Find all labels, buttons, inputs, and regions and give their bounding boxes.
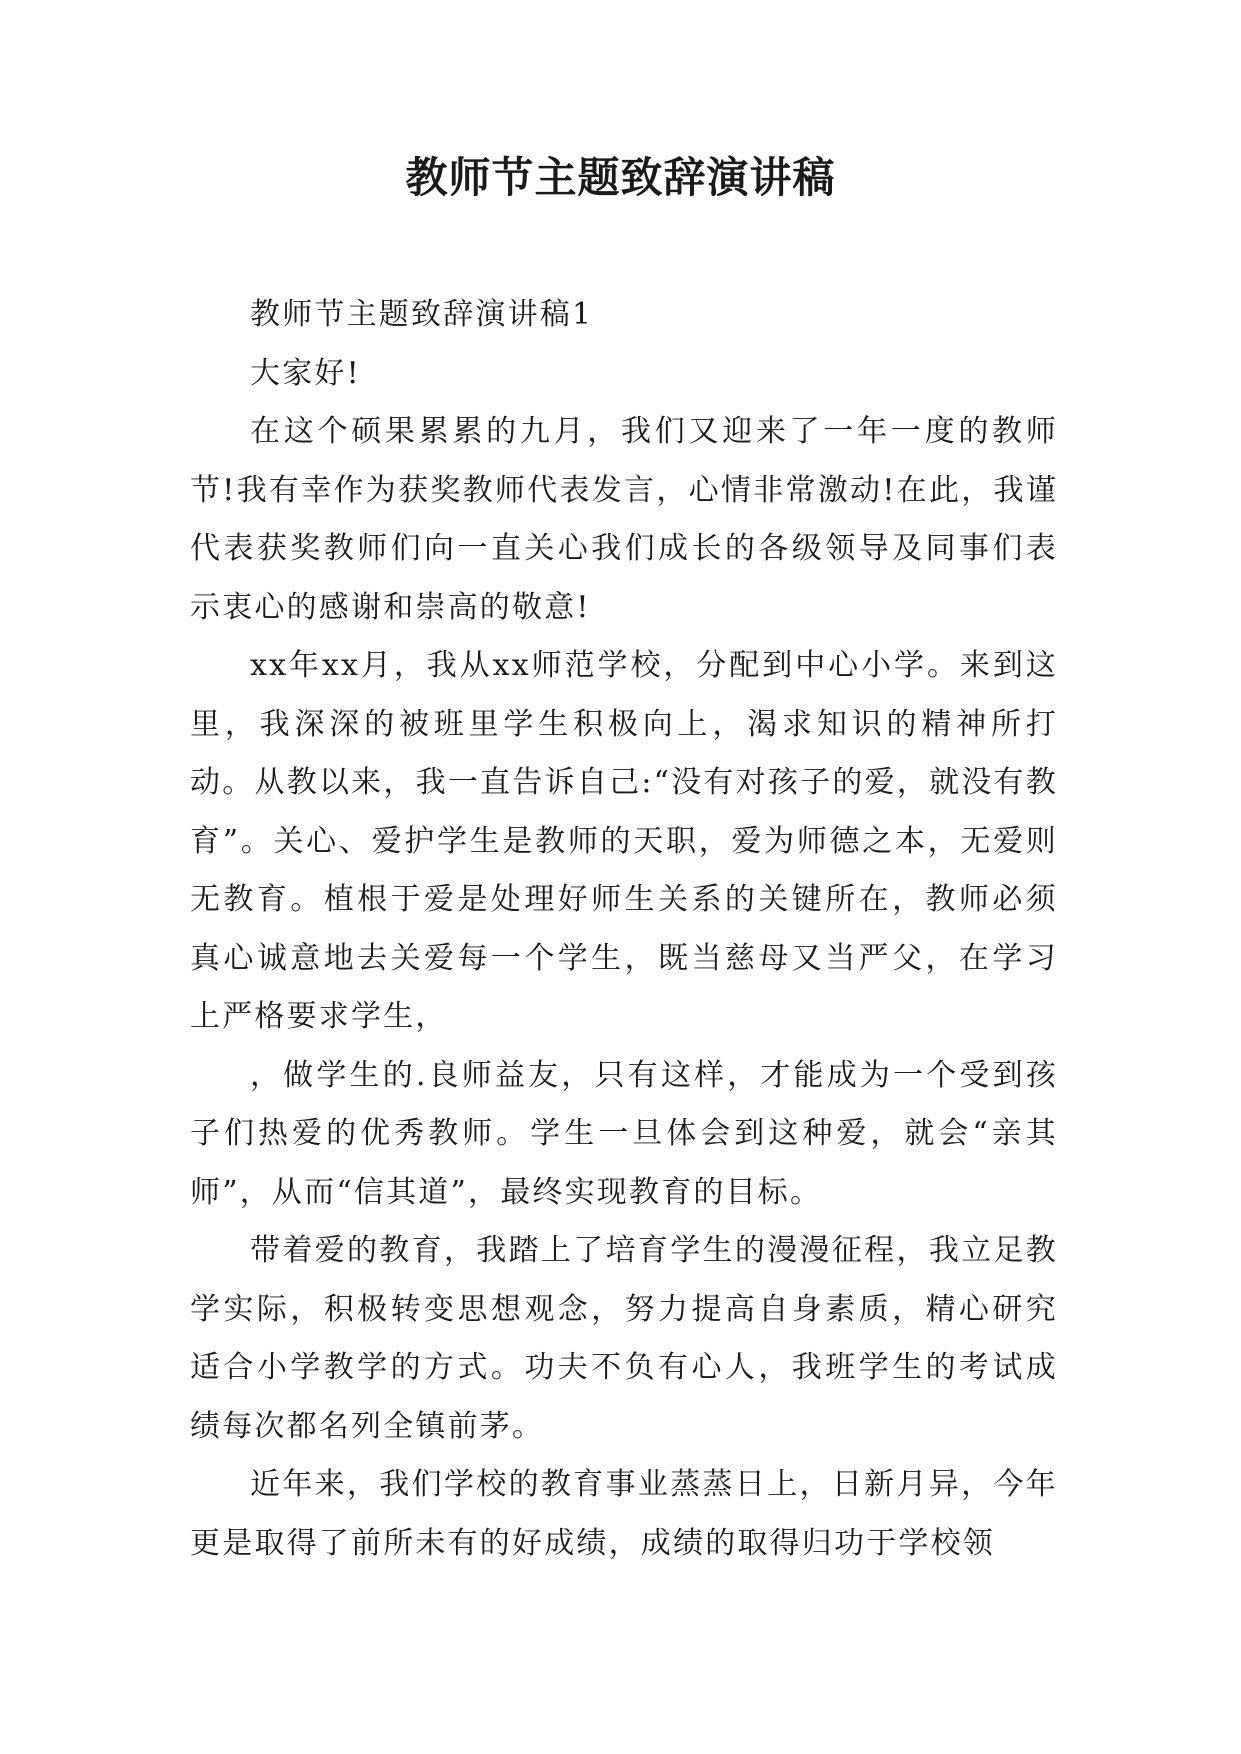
paragraph: xx年xx月，我从xx师范学校，分配到中心小学。来到这里，我深深的被班里学生积极向上，渴求知识的精神所打动。从教以来，我一直告诉自己:“没有对孩子的爱，就没有教育”。关心、爱护学生是教师的天职，爱为师德之本，无爱则无教育。植根于爱是处理好师生关系的关键所在，教师必须真心诚意地去关爱每一个学生，既当慈母又当严父，在学习上严格要求学生， — [190, 648, 1058, 1034]
paragraph-subtitle: 教师节主题致辞演讲稿1 — [250, 297, 594, 332]
document-title: 教师节主题致辞演讲稿 — [405, 153, 836, 202]
paragraph: 在这个硕果累累的九月，我们又迎来了一年一度的教师节!我有幸作为获奖教师代表发言，心情非常激动!在此，我谨代表获奖教师们向一直关心我们成长的各级领导及同事们表示衷心的感谢和崇高的敬意! — [190, 414, 1058, 625]
document-body — [190, 286, 1058, 1573]
paragraph: 带着爱的教育，我踏上了培育学生的漫漫征程，我立足教学实际，积极转变思想观念，努力提高自身素质，精心研究适合小学教学的方式。功夫不负有心人，我班学生的考试成绩每次都名列全镇前茅。 — [190, 1233, 1058, 1444]
paragraph: 近年来，我们学校的教育事业蒸蒸日上，日新月异，今年更是取得了前所未有的好成绩，成绩的取得归功于学校领 — [190, 1467, 1058, 1561]
paragraph: ，做学生的.良师益友，只有这样，才能成为一个受到孩子们热爱的优秀教师。学生一旦体会到这种爱，就会“亲其师”，从而“信其道”，最终实现教育的目标。 — [190, 1057, 1058, 1210]
paragraph-greeting: 大家好! — [250, 355, 361, 391]
